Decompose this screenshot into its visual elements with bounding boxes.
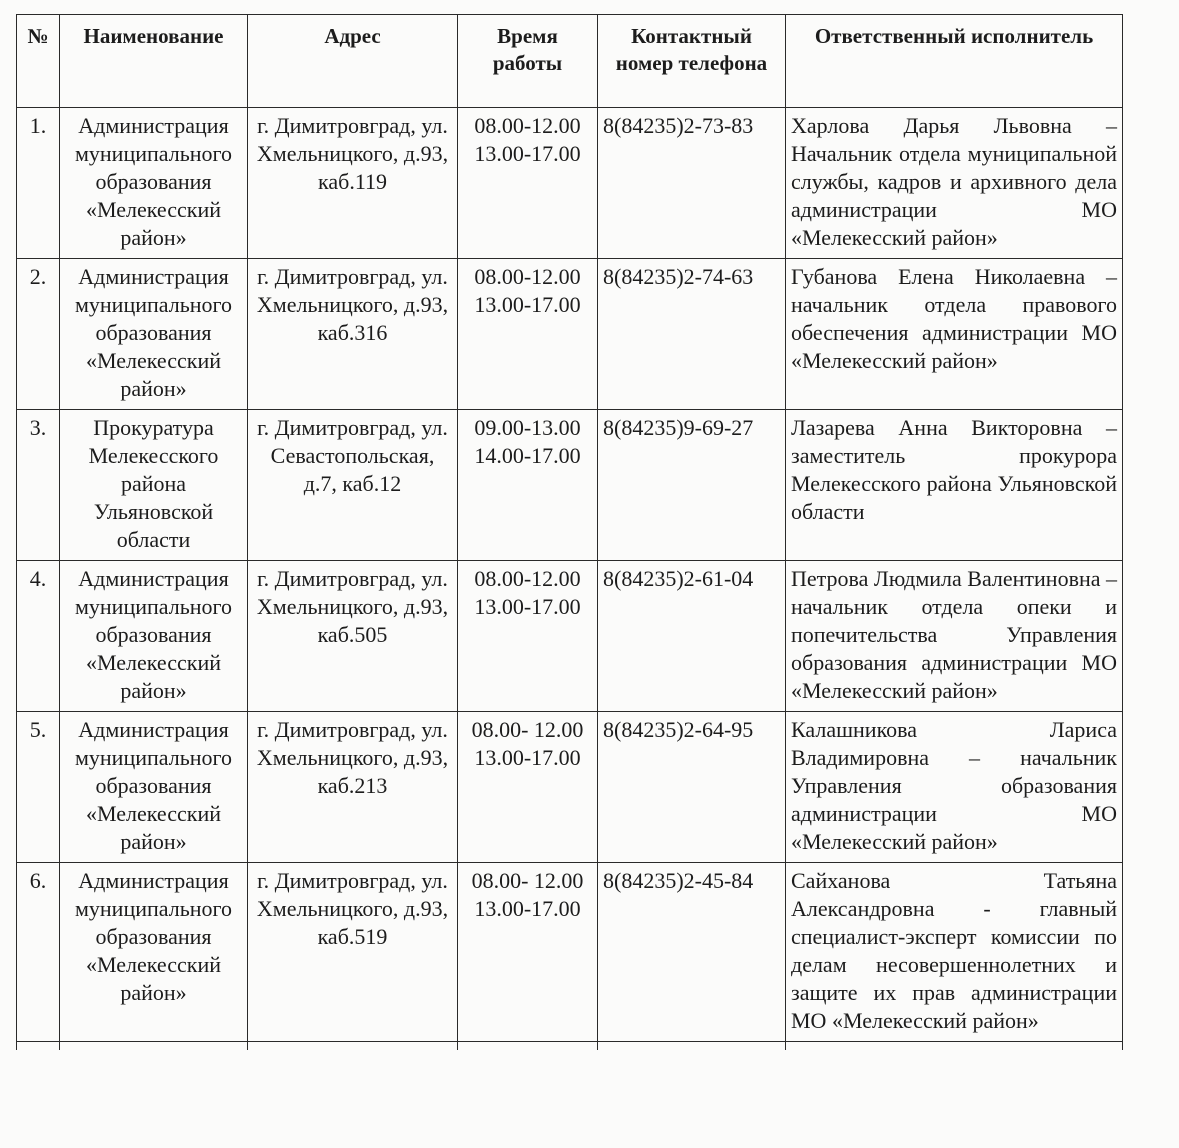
row-hours — [458, 410, 598, 561]
row-name: Администрация муниципального образования «Мелекесский район» — [60, 108, 248, 259]
row-phone: 8(84235)2-64-95 — [598, 712, 786, 863]
row-num: 4. — [17, 561, 60, 712]
row-name: Администрация муниципального образования «Мелекесский район» — [60, 259, 248, 410]
header-hours: Время работы — [458, 15, 598, 108]
row-hours — [458, 712, 598, 863]
row-phone: 8(84235)9-69-27 — [598, 410, 786, 561]
hours-morning: 08.00- 12.00 — [471, 717, 584, 742]
row-hours — [458, 561, 598, 712]
table-header-row — [17, 15, 1123, 108]
row-responsible: Сайханова Татьяна Александровна - главный специалист-эксперт комиссии по делам несовершеннолетних и защите их прав администрации МО «Мелекесский район» — [786, 863, 1123, 1042]
table-row — [17, 561, 1123, 712]
row-hours — [458, 259, 598, 410]
row-address: г. Димитровград, ул. Хмельницкого, д.93, каб.519 — [248, 863, 458, 1042]
row-hours — [458, 863, 598, 1042]
row-address: г. Димитровград, ул. Севастопольская, д.7, каб.12 — [248, 410, 458, 561]
hours-morning: 09.00-13.00 — [474, 415, 581, 440]
header-responsible: Ответственный исполнитель — [786, 15, 1123, 108]
row-name: Прокуратура Мелекесского района Ульяновской области — [60, 410, 248, 561]
row-num: 3. — [17, 410, 60, 561]
row-responsible: Харлова Дарья Львовна – Начальник отдела муниципальной службы, кадров и архивного дела администрации МО «Мелекесский район» — [786, 108, 1123, 259]
row-phone: 8(84235)2-73-83 — [598, 108, 786, 259]
tail-cell — [17, 1042, 60, 1051]
tail-cell — [598, 1042, 786, 1051]
table-row — [17, 410, 1123, 561]
hours-morning: 08.00-12.00 — [474, 113, 581, 138]
row-name: Администрация муниципального образования «Мелекесский район» — [60, 712, 248, 863]
header-phone: Контактный номер телефона — [598, 15, 786, 108]
hours-afternoon: 13.00-17.00 — [474, 141, 581, 166]
hours-morning: 08.00-12.00 — [474, 264, 581, 289]
row-num: 1. — [17, 108, 60, 259]
row-phone: 8(84235)2-61-04 — [598, 561, 786, 712]
table-row — [17, 259, 1123, 410]
row-responsible: Лазарева Анна Викторовна – заместитель прокурора Мелекесского района Ульяновской области — [786, 410, 1123, 561]
table-row — [17, 108, 1123, 259]
contacts-table — [16, 14, 1123, 1050]
table-row — [17, 863, 1123, 1042]
table-row-continuation — [17, 1042, 1123, 1051]
hours-afternoon: 13.00-17.00 — [474, 745, 581, 770]
hours-afternoon: 14.00-17.00 — [474, 443, 581, 468]
header-num: № — [17, 15, 60, 108]
table-row — [17, 712, 1123, 863]
hours-morning: 08.00-12.00 — [474, 566, 581, 591]
row-name: Администрация муниципального образования «Мелекесский район» — [60, 863, 248, 1042]
tail-cell — [60, 1042, 248, 1051]
row-address: г. Димитровград, ул. Хмельницкого, д.93, каб.316 — [248, 259, 458, 410]
row-num: 5. — [17, 712, 60, 863]
row-responsible: Петрова Людмила Валентиновна – начальник отдела опеки и попечительства Управления образования администрации МО «Мелекесский район» — [786, 561, 1123, 712]
header-name: Наименование — [60, 15, 248, 108]
row-address: г. Димитровград, ул. Хмельницкого, д.93, каб.213 — [248, 712, 458, 863]
tail-cell — [786, 1042, 1123, 1051]
row-name: Администрация муниципального образования «Мелекесский район» — [60, 561, 248, 712]
row-responsible: Губанова Елена Николаевна – начальник отдела правового обеспечения администрации МО «Мелекесский район» — [786, 259, 1123, 410]
hours-morning: 08.00- 12.00 — [471, 868, 584, 893]
row-num: 2. — [17, 259, 60, 410]
row-address: г. Димитровград, ул. Хмельницкого, д.93, каб.119 — [248, 108, 458, 259]
hours-afternoon: 13.00-17.00 — [474, 594, 581, 619]
tail-cell — [458, 1042, 598, 1051]
row-responsible: Калашникова Лариса Владимировна – начальник Управления образования администрации МО «Мелекесский район» — [786, 712, 1123, 863]
hours-afternoon: 13.00-17.00 — [474, 292, 581, 317]
hours-afternoon: 13.00-17.00 — [474, 896, 581, 921]
row-hours — [458, 108, 598, 259]
tail-cell — [248, 1042, 458, 1051]
row-phone: 8(84235)2-74-63 — [598, 259, 786, 410]
row-address: г. Димитровград, ул. Хмельницкого, д.93, каб.505 — [248, 561, 458, 712]
header-address: Адрес — [248, 15, 458, 108]
row-num: 6. — [17, 863, 60, 1042]
row-phone: 8(84235)2-45-84 — [598, 863, 786, 1042]
